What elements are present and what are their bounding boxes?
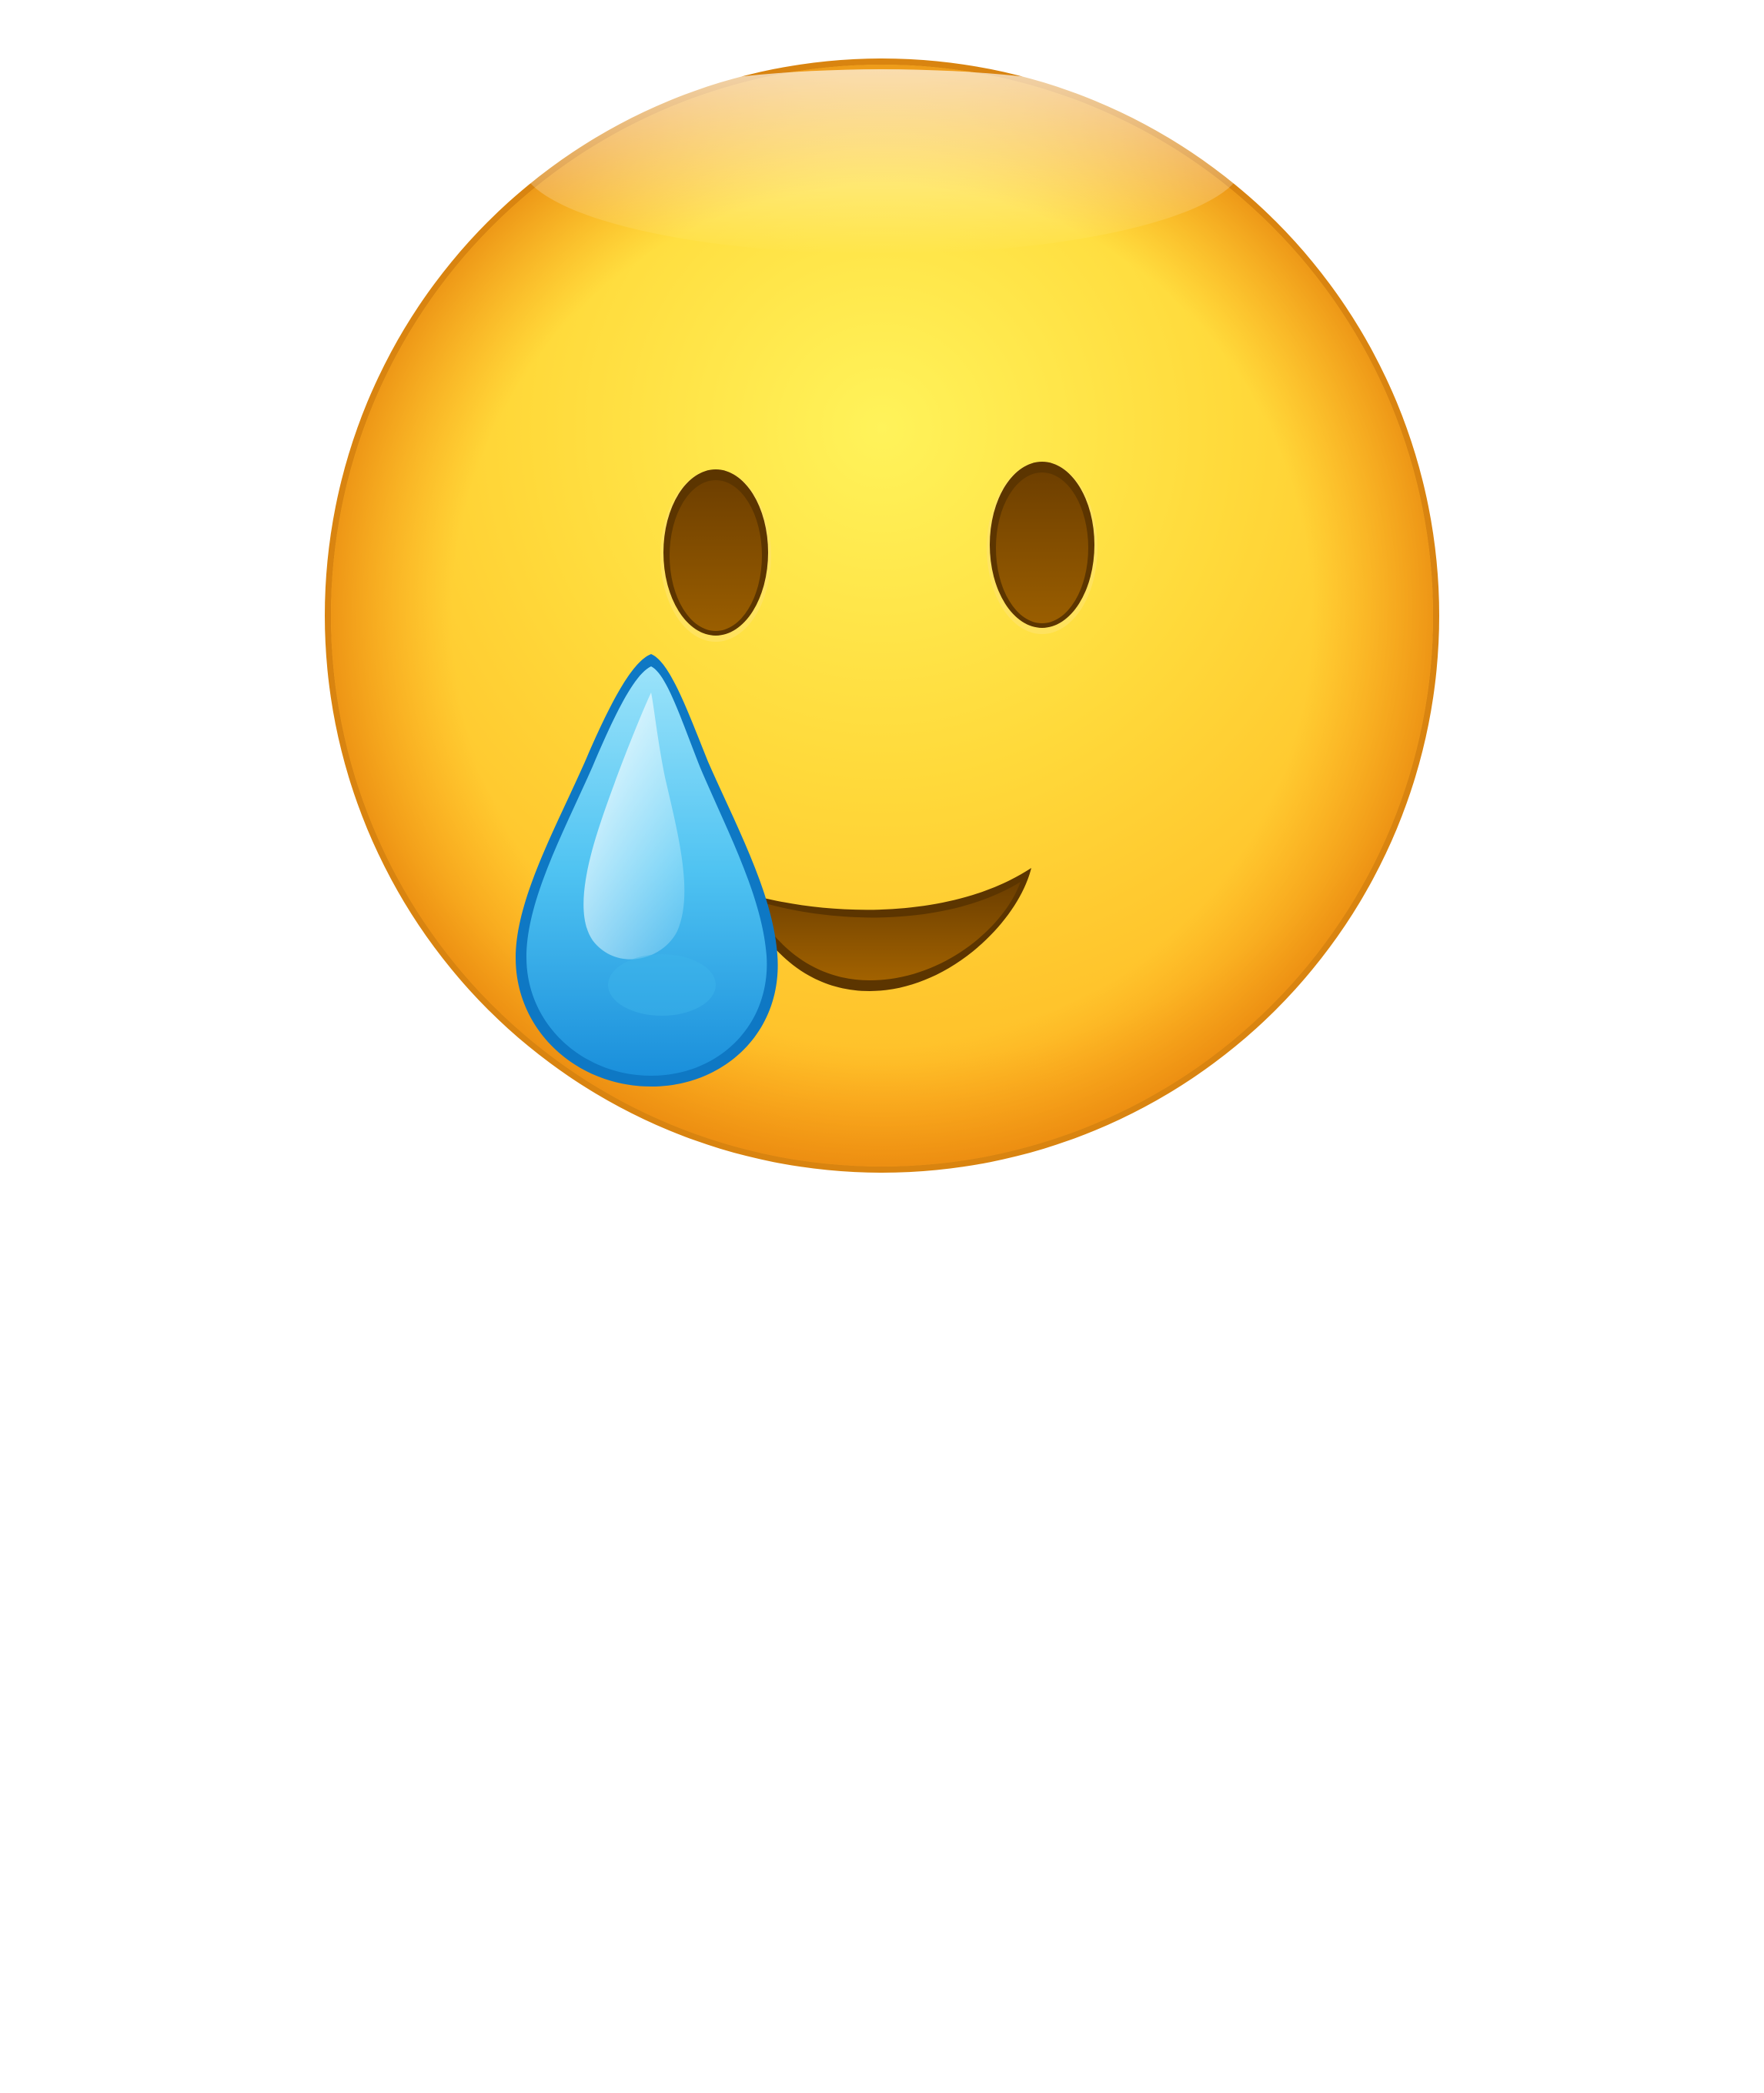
right-eye-icon [987, 462, 1097, 634]
smiling-face-icon [325, 58, 1439, 1173]
left-eye-icon [660, 469, 771, 642]
blank-background-area [0, 1200, 1764, 2093]
